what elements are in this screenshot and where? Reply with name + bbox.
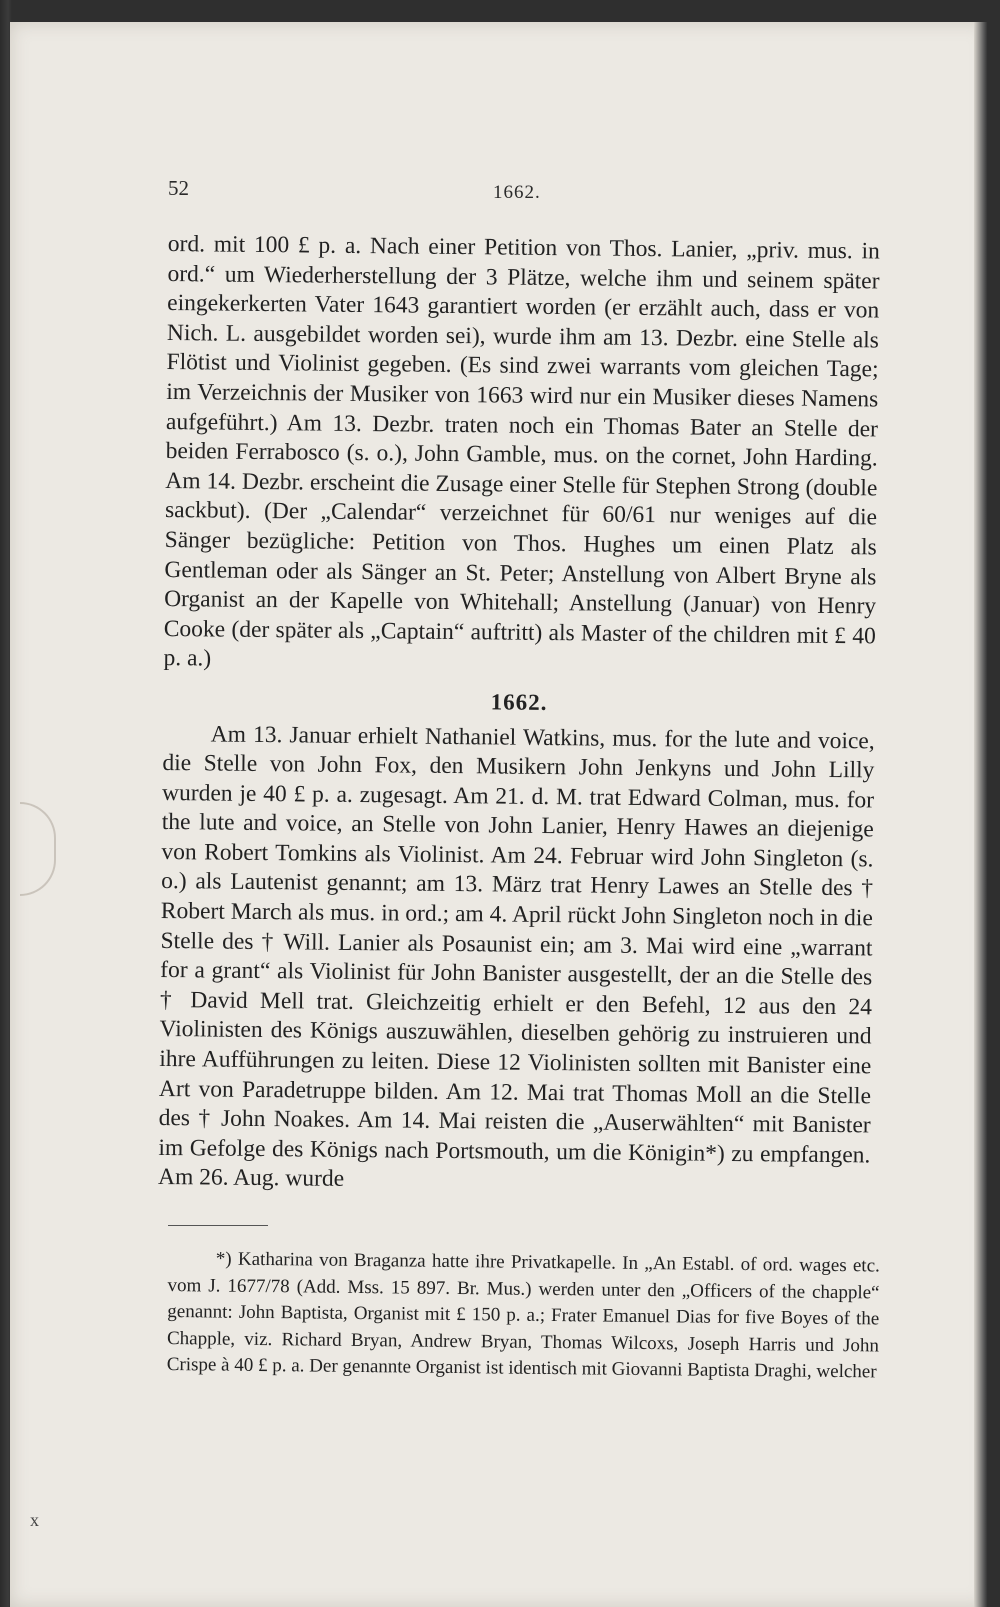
- footnote: *) Katharina von Braganza hatte ihre Privatkapelle. In „An Establ. of ord. wages etc. vom J. 1677/78 (Add. Mss. 15 897. Br. Mus.) werden unter den „Officers of the chapple“ genannt: John Baptista, Organist mit £ 150 p. a.; Frater Emanuel Dias for five Boyes of the Chapple, viz. Richard Bryan, Andrew Bryan, Thomas Wilcoxs, Joseph Harris und John Crispe à 40 £ p. a. Der genannte Organist ist identisch mit Giovanni Baptista Draghi, welcher: [166, 1248, 880, 1383]
- paragraph-continued: ord. mit 100 £ p. a. Nach einer Petition von Thos. Lanier, „priv. mus. in ord.“ um Wiederherstellung der 3 Plätze, welche ihm und seinem später eingekerkerten Vater 1643 garantiert worden (er erzählt auch, dass er von Nich. L. ausgebildet worden sei), wurde ihm am 13. Dezbr. eine Stelle als Flötist und Violinist gegeben. (Es sind zwei warrants vom gleichen Tage; im Verzeichnis der Musiker von 1663 wird nur ein Musiker dieses Namens aufgeführt.) Am 13. Dezbr. traten noch ein Thomas Bater an Stelle der beiden Ferrabosco (s. o.), John Gamble, mus. on the cornet, John Harding. Am 14. Dezbr. erscheint die Zusage einer Stelle für Stephen Strong (double sackbut). (Der „Calendar“ verzeichnet für 60/61 nur weniges auf die Sänger bezügliche: Petition von Thos. Hughes um einen Platz als Gentleman oder als Sänger an St. Peter; Anstellung von Albert Bryne als Organist an der Kapelle von Whitehall; Anstellung (Januar) von Henry Cooke (der später als „Captain“ auftritt) als Master of the children mit £ 40 p. a.): [163, 230, 880, 672]
- margin-mark: x: [30, 1510, 39, 1530]
- page-header: [168, 176, 888, 210]
- page-edge: [974, 22, 988, 1607]
- footnote-block: [167, 1246, 880, 1386]
- main-text: [158, 230, 880, 1200]
- page-number: 52: [168, 176, 189, 200]
- paper-stain: [20, 802, 56, 896]
- paragraph-1662: Am 13. Januar erhielt Nathaniel Watkins, mus. for the lute and voice, die Stelle von John Fox, den Musikern John Jenkyns und John Lilly wurden je 40 £ p. a. zugesagt. Am 21. d. M. trat Edward Colman, mus. for the lute and voice, an Stelle von John Lanier, Henry Hawes an diejenige von Robert Tomkins als Violinist. Am 24. Februar wird John Singleton (s. o.) als Lautenist genannt; am 13. März trat Henry Lawes an Stelle des † Robert March als mus. in ord.; am 4. April rückt John Singleton noch in die Stelle des † Will. Lanier als Posaunist ein; am 3. Mai wird eine „warrant for a grant“ als Violinist für John Banister ausgestellt, der an die Stelle des † David Mell trat. Gleichzeitig erhielt er den Befehl, 12 aus den 24 Violinisten des Königs auszuwählen, dieselben gehörig zu instruieren und ihre Aufführungen zu leiten. Diese 12 Violinisten sollten mit Banister eine Art von Paradetruppe bilden. Am 12. Mai trat Thomas Moll an die Stelle des † John Noakes. Am 14. Mai reisten die „Auserwählten“ mit Banister im Gefolge des Königs nach Portsmouth, um die Königin*) zu empfangen. Am 26. Aug. wurde: [157, 720, 875, 1193]
- footnote-divider: [168, 1225, 268, 1226]
- year-heading: 1662.: [490, 689, 548, 715]
- running-head: 1662.: [493, 182, 541, 203]
